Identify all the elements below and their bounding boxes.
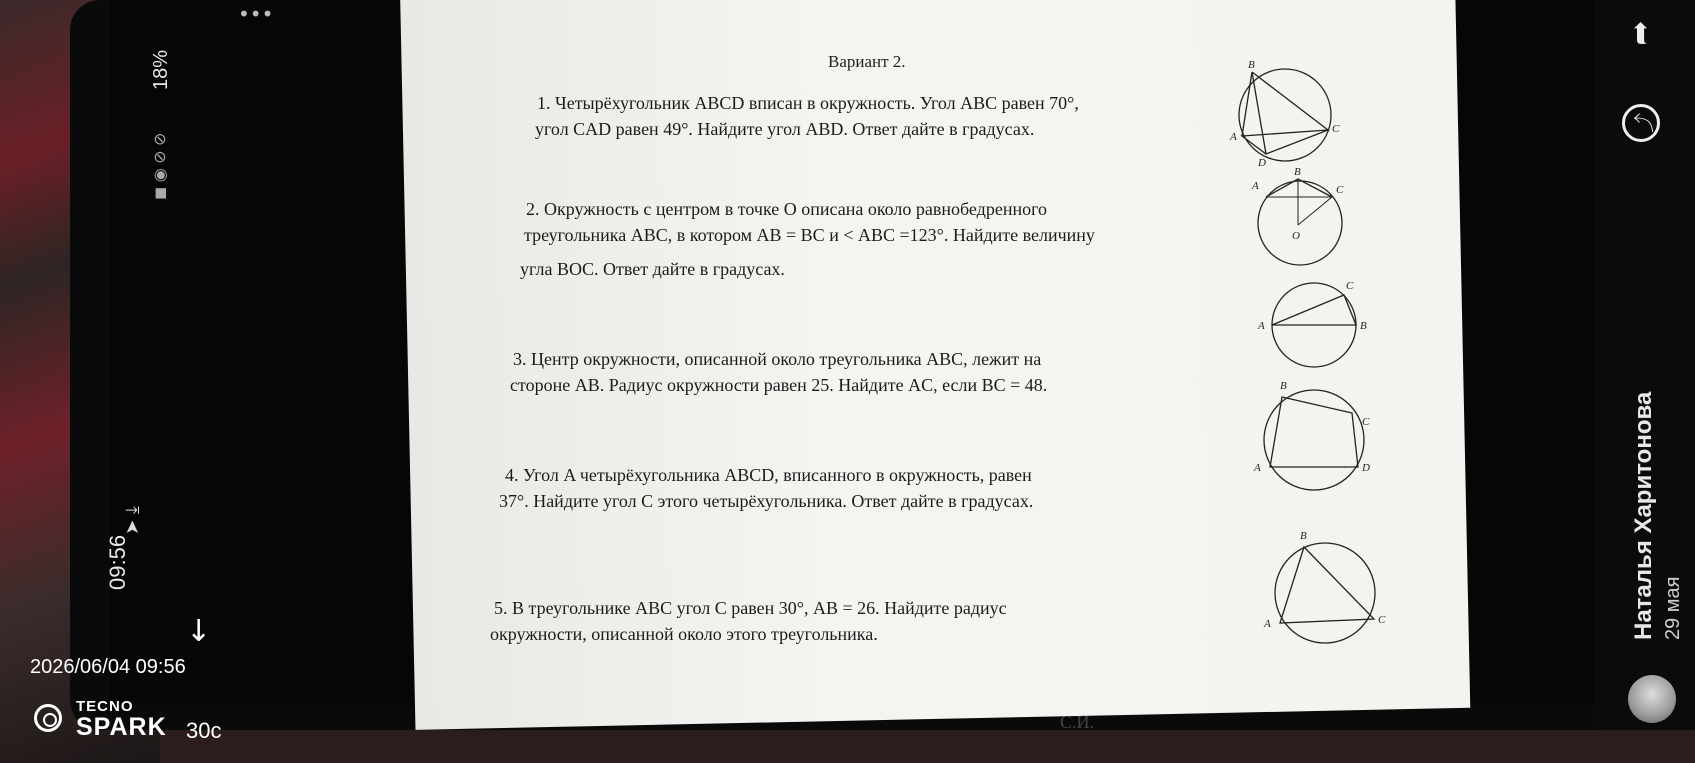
figure-4 (1254, 380, 1382, 505)
status-arrows-icon: ➤ ⤓ (121, 506, 143, 535)
camera-lens-icon (34, 704, 62, 732)
task-4 (499, 462, 1225, 514)
status-icons: ◼ ◉ ⊘ ⊘ (152, 132, 169, 200)
task-3-line-2: стороне AB. Радиус окружности равен 25. Найдите AC, если BC = 48. (510, 375, 1048, 395)
sender-name[interactable]: Наталья Харитонова (1630, 391, 1657, 640)
camera-model-suffix: 30c (186, 718, 222, 743)
task-1 (537, 90, 1257, 142)
fig5-label-c: C (1378, 614, 1386, 626)
camera-datetime: 2026/06/04 09:56 (30, 656, 186, 678)
fig1-label-d: D (1258, 157, 1266, 169)
notification-dots-icon: ••• (238, 2, 274, 26)
task-5-line-2: окружности, описанной около этого треугольника. (490, 624, 878, 644)
figure-1 (1230, 60, 1340, 175)
status-battery: 18% (150, 49, 172, 90)
camera-model: SPARK (76, 713, 167, 741)
fig4-label-d: D (1362, 462, 1370, 474)
fig4-label-a: A (1254, 462, 1261, 474)
camera-brand: TECNO (76, 698, 134, 715)
fig1-label-b: B (1248, 59, 1255, 71)
figure-5 (1264, 530, 1390, 660)
fig5-label-a: A (1264, 618, 1271, 630)
task-3 (510, 346, 1233, 398)
fig2-label-o: O (1292, 230, 1300, 242)
figure-2-svg (1250, 165, 1360, 275)
fig1-label-c: C (1332, 123, 1340, 135)
sender-avatar[interactable] (1628, 675, 1676, 723)
fig3-label-b: B (1360, 320, 1367, 332)
fig2-label-b: B (1294, 166, 1301, 178)
figure-5-svg (1264, 530, 1390, 655)
fig2-label-a: A (1252, 180, 1259, 192)
figure-1-svg (1230, 60, 1340, 170)
fig2-label-c: C (1336, 184, 1344, 196)
task-4-line-2: 37°. Найдите угол C этого четырёхугольника. Ответ дайте в градусах. (499, 491, 1034, 511)
figure-3 (1258, 275, 1372, 380)
figure-2 (1250, 165, 1360, 280)
worksheet-footer: С.И. (1060, 712, 1095, 732)
task-1-line-2: угол CAD равен 49°. Найдите угол ABD. Ответ дайте в градусах. (535, 119, 1035, 139)
worksheet-title: Вариант 2. (828, 52, 906, 71)
task-5-line-1: 5. В треугольнике ABC угол C равен 30°, AB = 26. Найдите радиус (494, 598, 1007, 618)
share-icon[interactable]: ➦ (1623, 20, 1658, 46)
fig1-label-a: A (1230, 131, 1237, 143)
fig3-label-c: C (1346, 280, 1354, 292)
task-5 (490, 595, 1214, 647)
task-1-line-1: 1. Четырёхугольник ABCD вписан в окружность. Угол ABC равен 70°, (537, 93, 1079, 113)
download-arrow-icon[interactable]: ↓ (186, 614, 212, 649)
task-2-line-2: треугольника ABC, в котором AB = BC и < ABC =123°. Найдите величину (524, 225, 1095, 245)
fig4-label-b: B (1280, 380, 1287, 392)
task-2-line-3: угла BOC. Ответ дайте в градусах. (520, 259, 785, 279)
task-2 (520, 196, 1264, 282)
figure-4-svg (1254, 380, 1382, 500)
task-4-line-1: 4. Угол A четырёхугольника ABCD, вписанного в окружность, равен (505, 465, 1032, 485)
fig3-label-a: A (1258, 320, 1265, 332)
status-time: 09:56 (105, 534, 130, 590)
fig5-label-b: B (1300, 530, 1307, 542)
figure-3-svg (1258, 275, 1372, 375)
task-3-line-1: 3. Центр окружности, описанной около треугольника ABC, лежит на (513, 349, 1042, 369)
share-forward-icon[interactable]: ⤴ (1622, 104, 1660, 142)
task-2-line-1: 2. Окружность с центром в точке О описана около равнобедренного (526, 199, 1048, 219)
message-date: 29 мая (1662, 576, 1684, 640)
fig4-label-c: C (1362, 416, 1370, 428)
